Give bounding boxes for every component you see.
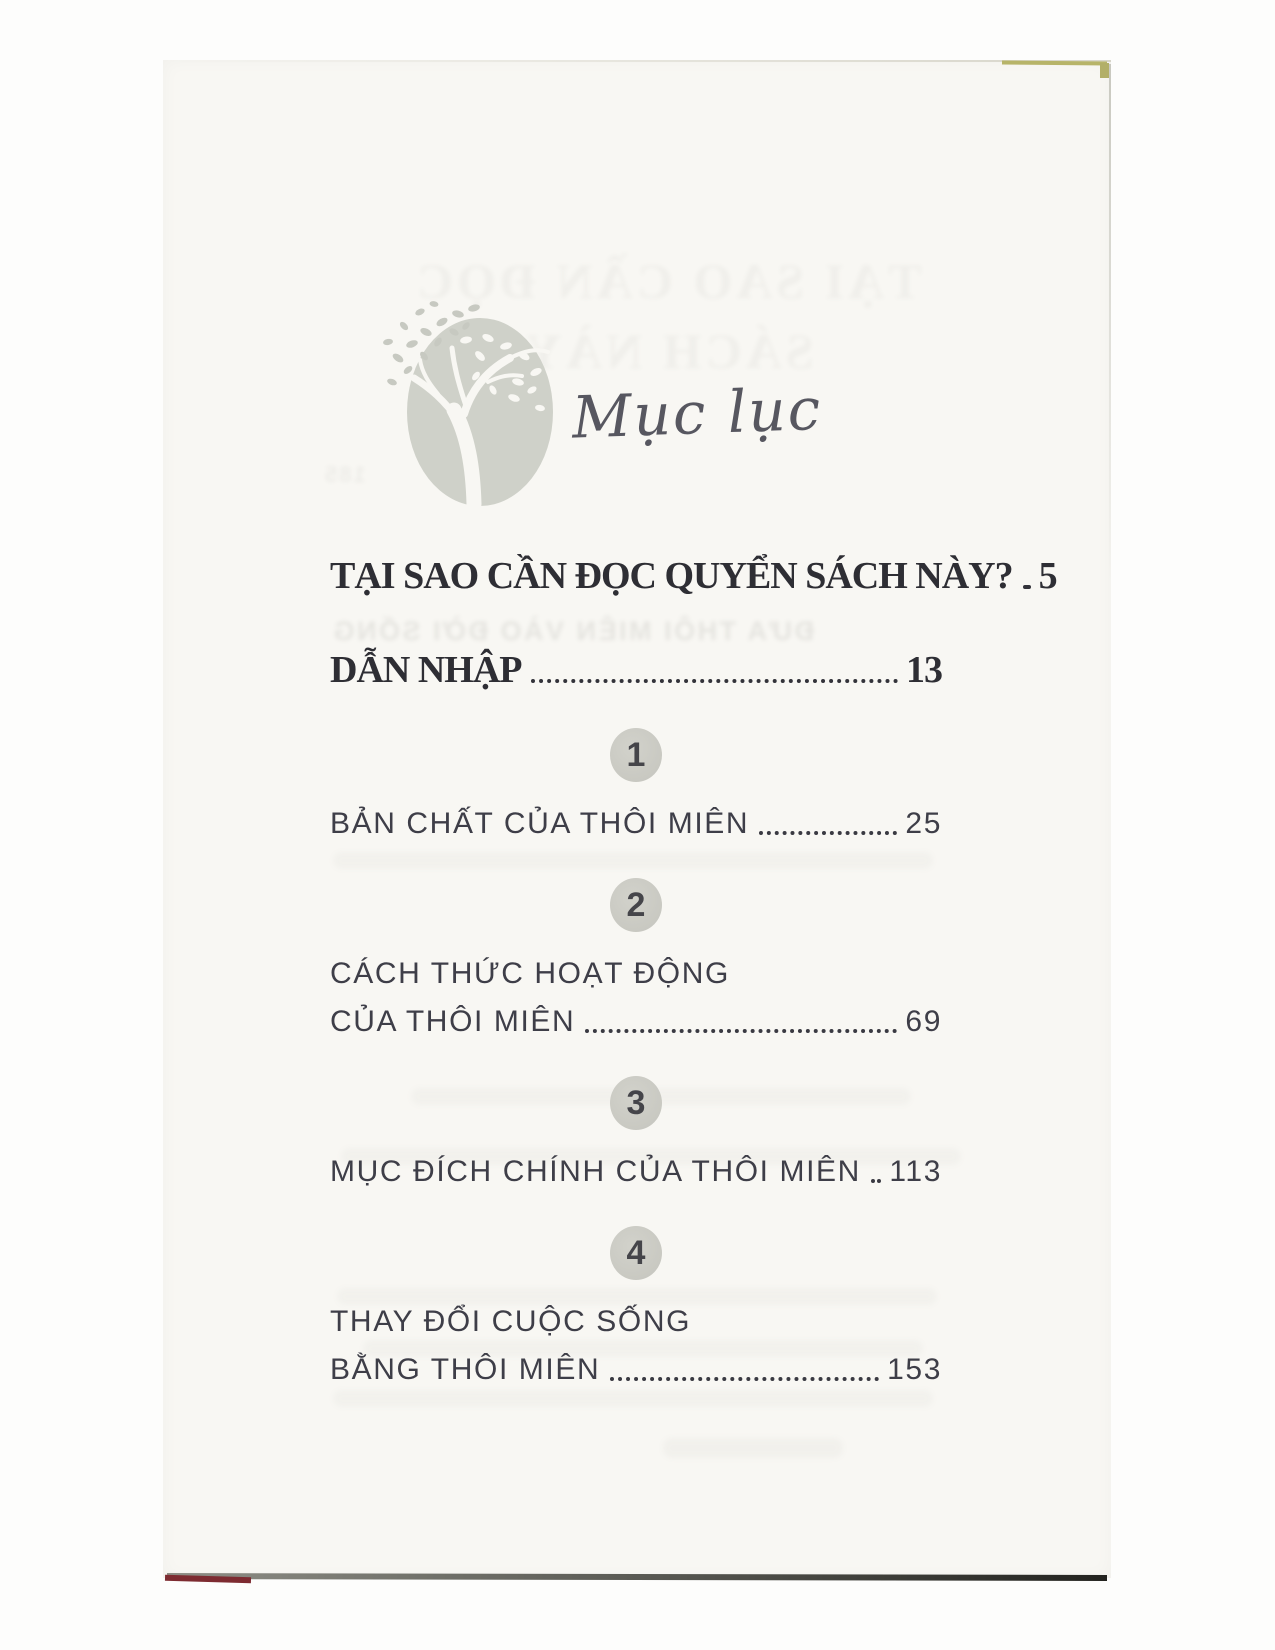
toc-page-number: 5 <box>1038 555 1057 597</box>
toc-entry-title: THAY ĐỔI CUỘC SỐNG <box>330 1305 692 1338</box>
toc-row <box>330 1150 942 1194</box>
bleed-through-blur <box>333 1390 933 1407</box>
toc-page-number: 153 <box>887 1353 942 1386</box>
toc-row <box>330 1300 942 1344</box>
dotted-leader <box>585 1029 897 1033</box>
page-top-edge <box>163 60 1111 62</box>
chapter-number-badge: 1 <box>610 728 662 782</box>
toc-entry-title: BẢN CHẤT CỦA THÔI MIÊN <box>330 807 750 840</box>
toc-row <box>330 952 942 996</box>
toc-entry-title: MỤC ĐÍCH CHÍNH CỦA THÔI MIÊN <box>330 1155 861 1188</box>
chapter-number-badge: 4 <box>610 1226 662 1280</box>
dotted-leader <box>759 831 897 835</box>
toc-row <box>330 1000 942 1044</box>
page-top-right-edge <box>1002 60 1107 65</box>
toc-page-number: 113 <box>889 1155 942 1188</box>
toc-entry-title: TẠI SAO CẦN ĐỌC QUYỂN SÁCH NÀY? <box>330 555 1013 597</box>
toc-page-number: 69 <box>905 1005 942 1038</box>
toc-page-number: 13 <box>906 649 942 691</box>
chapter-number-badge: 3 <box>610 1076 662 1130</box>
toc-row <box>330 644 942 696</box>
dotted-leader <box>1023 585 1031 589</box>
toc-row <box>330 802 942 846</box>
page-title: Mục lục <box>570 374 824 452</box>
tree-in-circle-logo-icon <box>368 290 573 520</box>
book-page <box>163 60 1111 1578</box>
dotted-leader <box>871 1179 881 1183</box>
page-bottom-red-edge <box>165 1575 251 1583</box>
bleed-through-line: TẠI SAO CẦN ĐỌC <box>413 253 922 309</box>
chapter-number-badge: 2 <box>610 878 662 932</box>
bleed-through-line: SÁCH NÀY? <box>493 323 814 379</box>
page-bottom-edge <box>167 1573 1107 1581</box>
dotted-leader <box>610 1377 879 1381</box>
toc-entry-title: BẰNG THÔI MIÊN <box>330 1353 601 1386</box>
bleed-through-blur <box>663 1438 843 1458</box>
dotted-leader <box>531 679 898 683</box>
page-right-edge <box>1109 64 1111 584</box>
toc-entry-title: CÁCH THỨC HOẠT ĐỘNG <box>330 957 730 990</box>
bleed-through-line: 185 <box>323 462 366 487</box>
bleed-through-line: ĐƯA THÔI MIÊN VÀO ĐỜI SỐNG <box>331 616 814 646</box>
toc-row <box>330 550 1057 602</box>
toc-page-number: 25 <box>905 807 942 840</box>
toc-row <box>330 1348 942 1392</box>
toc-entry-title: CỦA THÔI MIÊN <box>330 1005 576 1038</box>
toc-entry-title: DẪN NHẬP <box>330 649 522 691</box>
toc <box>330 550 1057 1392</box>
page-corner-accent <box>1100 63 1109 78</box>
